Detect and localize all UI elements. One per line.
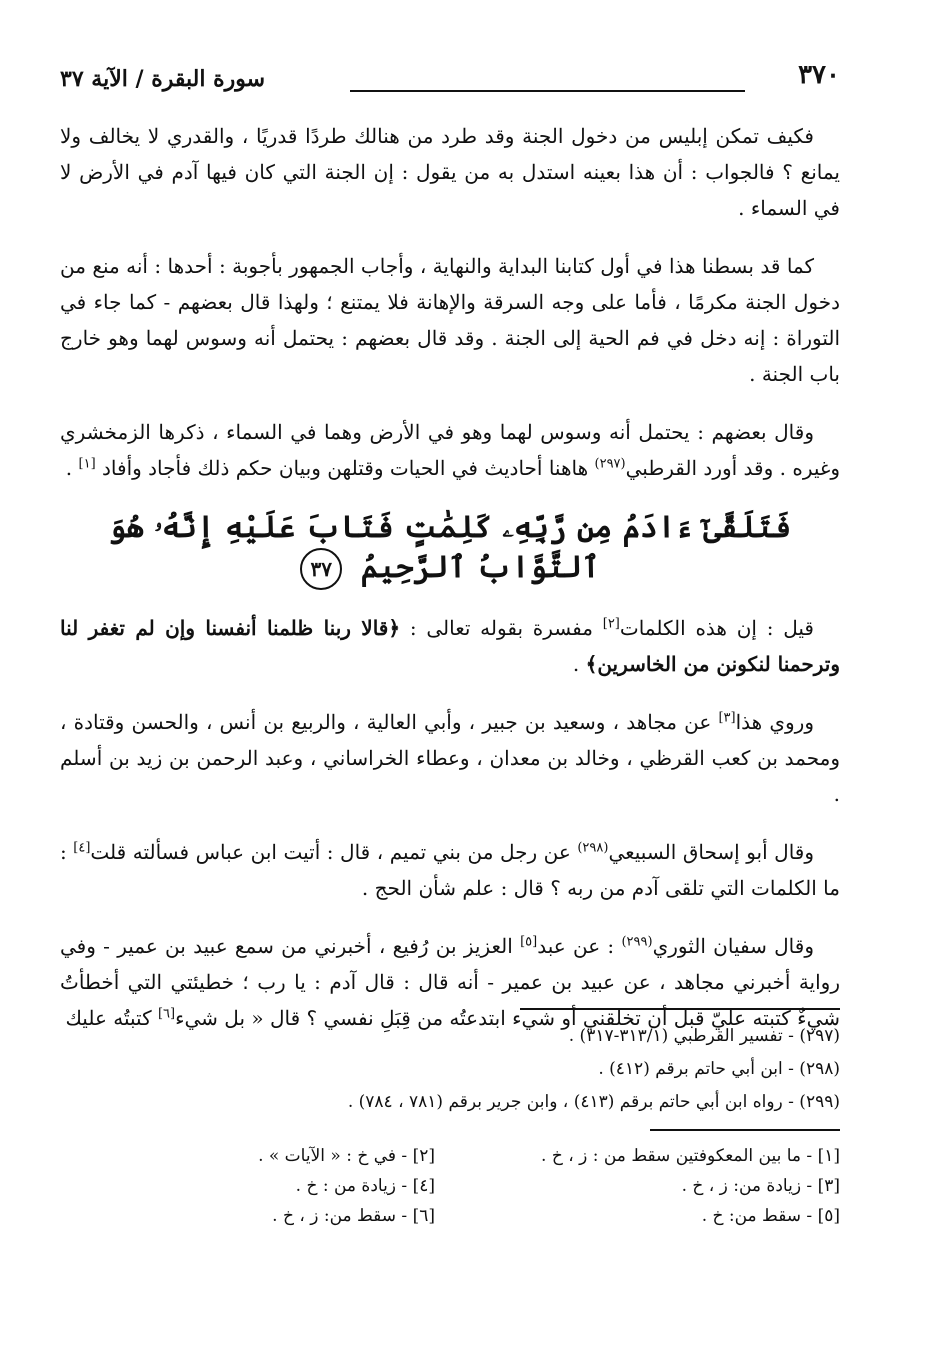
note-ref-1: [١]: [78, 456, 96, 472]
paragraph-4-text-a: قيل : إن هذه الكلمات: [619, 616, 814, 640]
verse-quote: ﴿قالا ربنا ظلمنا أنفسنا وإن لم تغفر لنا وترحمنا لنكونن من الخاسرين﴾: [60, 616, 840, 676]
paragraph-2: كما قد بسطنا هذا في أول كتابنا البداية والنهاية ، وأجاب الجمهور بأجوبة : أحدها : أنه منع من دخول الجنة مكرمًا ، فأما على وجه السرقة والإهانة فلا يمتنع ؛ ولهذا قال بعضهم - كما جاء في التوراة : إنه دخل في فم الحية إلى الجنة . وقد قال بعضهم : يحتمل أنه وسوس لهما وهو خارج باب الجنة .: [60, 254, 840, 386]
note-6: [٦] - سقط من: ز ، خ .: [272, 1206, 435, 1226]
paragraph-6-text-b: عن رجل من بني تميم ، قال : أتيت ابن عباس فسألته قلت: [90, 840, 571, 864]
paragraph-4-text-c: .: [572, 652, 580, 676]
paragraph-4: [60, 610, 840, 682]
paragraph-3-text-b: هاهنا أحاديث في الحيات وقتلهن وبيان حكم ذلك فأجاد وأفاد: [102, 456, 589, 480]
paragraph-4-text-b: مفسرة بقوله تعالى :: [409, 616, 593, 640]
paragraph-7-text-a: وقال سفيان الثوري: [652, 934, 814, 958]
paragraph-6-text-a: وقال أبو إسحاق السبيعي: [608, 840, 815, 864]
footnotes-section: [60, 1008, 840, 1231]
page-header: [60, 60, 840, 104]
paragraph-5-text-a: وروي هذا: [735, 710, 814, 734]
paragraph-7-text-c: العزيز بن رُفيع ، أخبرني من سمع عبيد بن عمير - وفي رواية أخبرني مجاهد ، عن عبيد بن عمير - أنه قال : قال آدم : يا رب ؛ خطيئتي التي أخطأتُ شيءٌ كتبته عليّ قبل أن تخلقني أو شيء ابتدعتُه من قِبَلِ نفسي ؟ قال « بل شيء: [60, 934, 840, 1030]
quran-verse: [60, 508, 840, 590]
paragraph-6: [60, 834, 840, 906]
main-text: [60, 118, 840, 1058]
note-ref-2: [٢]: [602, 616, 620, 632]
paragraph-5-text-b: عن مجاهد ، وسعيد بن جبير ، وأبي العالية ، والربيع بن أنس ، والحسن وقتادة ، ومحمد بن كعب القرظي ، وخالد بن معدان ، وعطاء الخراساني ، وعبد الرحمن بن زيد بن أسلم .: [60, 710, 840, 806]
footnote-ref-298: (٢٩٨): [577, 840, 609, 856]
note-ref-6: [٦]: [157, 1006, 176, 1022]
note-ref-5: [٥]: [520, 934, 538, 950]
note-1: [١] - ما بين المعكوفتين سقط من : ز ، خ .: [541, 1146, 840, 1166]
note-ref-3: [٣]: [718, 710, 736, 726]
note-5: [٥] - سقط من: خ .: [701, 1206, 840, 1226]
note-ref-4: [٤]: [73, 840, 91, 856]
footnote-297: (٢٩٧) - تفسير القرطبي (٣١٣/١-٣١٧) .: [568, 1026, 840, 1046]
paragraph-6-text-c: : ما الكلمات التي تلقى آدم من ربه ؟ قال : علم شأن الحج .: [60, 840, 840, 900]
footnote-ref-299: (٢٩٩): [621, 934, 653, 950]
footnote-299: (٢٩٩) - رواه ابن أبي حاتم برقم (٤١٣) ، وابن جرير برقم (٧٨١ ، ٧٨٤) .: [347, 1092, 840, 1112]
footnote-298: (٢٩٨) - ابن أبي حاتم برقم (٤١٢) .: [598, 1059, 840, 1079]
paragraph-7-text-d: كتبتُه عليك: [65, 1006, 152, 1030]
footnote-ref-297: (٢٩٧): [594, 456, 626, 472]
book-page: [60, 60, 840, 1330]
note-3: [٣] - زيادة من: ز ، خ .: [681, 1176, 840, 1196]
paragraph-5: [60, 704, 840, 812]
editor-notes: [60, 1141, 840, 1231]
verse-text: فَتَلَقَّىٰٓ ءَادَمُ مِن رَّبِّهِۦ كَلِمَٰتٍ فَتَابَ عَلَيْهِ إِنَّهُۥ هُوَ ٱلتَّوَّابُ ٱلرَّحِيمُ: [108, 510, 792, 585]
page-number: ٣٧٠: [798, 60, 840, 90]
paragraph-7-text-b: : عن عبد: [537, 934, 615, 958]
paragraph-3: [60, 414, 840, 486]
note-4: [٤] - زيادة من : خ .: [295, 1176, 435, 1196]
notes-rule: [650, 1129, 840, 1131]
verse-number-badge: ٣٧: [300, 548, 342, 590]
paragraph-3-text-a: وقال بعضهم : يحتمل أنه وسوس لهما وهو في الأرض وهما في السماء ، ذكرها الزمخشري وغيره . وقد أورد القرطبي: [60, 420, 840, 480]
header-rule: [350, 90, 745, 92]
running-title: سورة البقرة / الآية ٣٧: [60, 66, 266, 92]
paragraph-3-text-c: .: [65, 456, 73, 480]
paragraph-1: فكيف تمكن إبليس من دخول الجنة وقد طرد من هنالك طردًا قدريًا ، والقدري لا يخالف ولا يمانع ؟ فالجواب : أن هذا بعينه استدل به من يقول : إن الجنة التي كان فيها آدم في الأرض لا في السماء .: [60, 124, 840, 220]
note-2: [٢] - في خ : « الآيات » .: [258, 1146, 435, 1166]
footnotes-rule: [520, 1008, 840, 1010]
